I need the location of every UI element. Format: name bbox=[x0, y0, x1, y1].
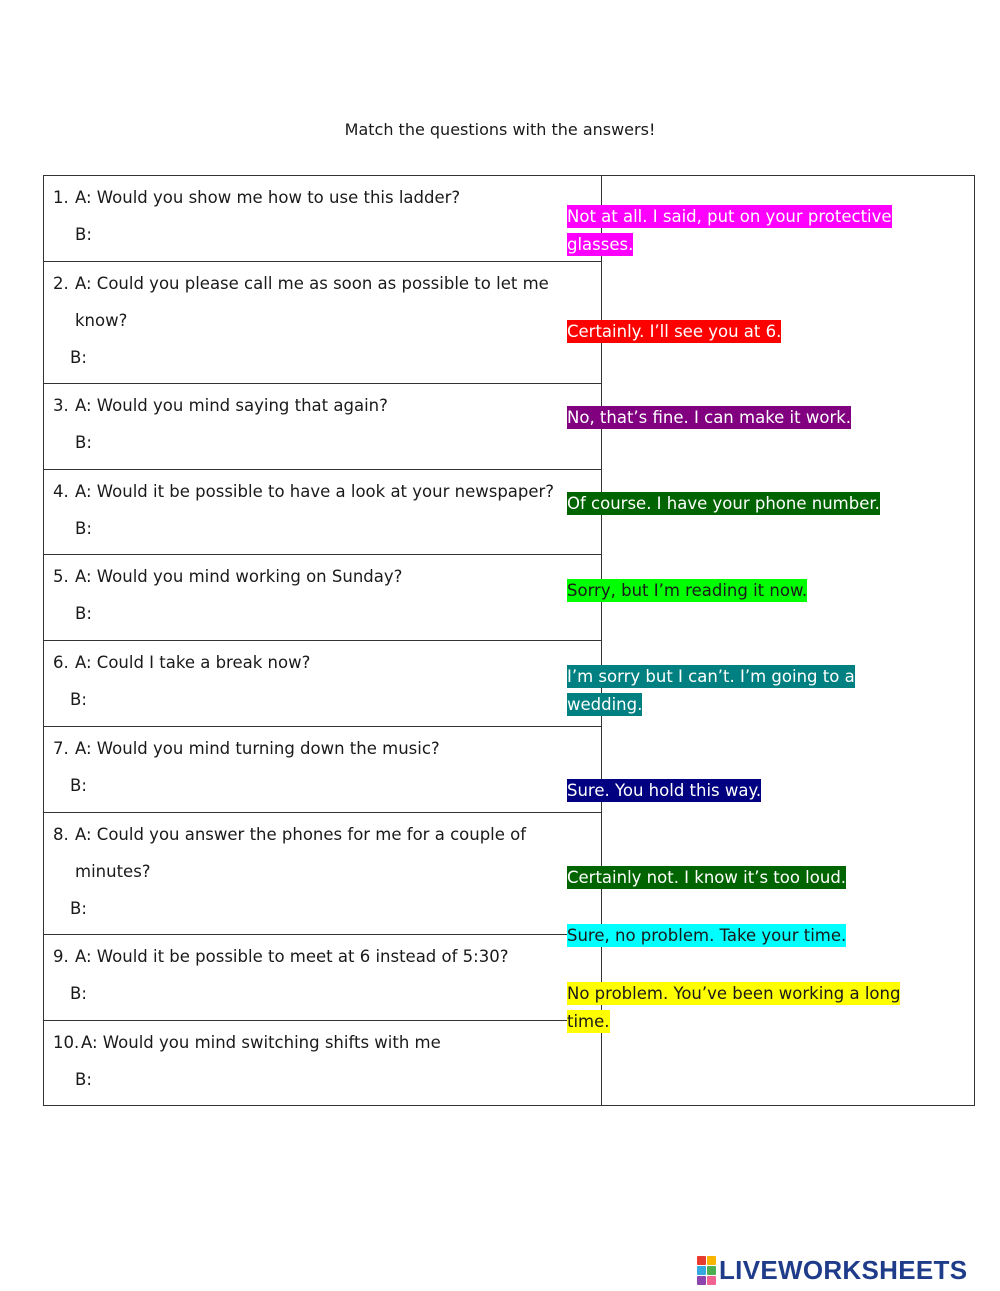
question-text: A: Would you mind saying that again? bbox=[75, 396, 388, 415]
logo-blocks-icon bbox=[697, 1256, 716, 1285]
question-row bbox=[44, 262, 601, 384]
question-number: 1. bbox=[53, 188, 69, 207]
question-number: 7. bbox=[53, 739, 69, 758]
answer-option[interactable] bbox=[567, 404, 907, 432]
answer-blank-label[interactable]: B: bbox=[75, 519, 92, 538]
answer-text: Not at all. I said, put on your protective bbox=[567, 207, 892, 226]
answer-blank-label[interactable]: B: bbox=[75, 1070, 92, 1089]
logo-block bbox=[697, 1256, 706, 1265]
answer-blank-label[interactable]: B: bbox=[70, 984, 87, 1003]
question-text: A: Could you answer the phones for me for a couple of bbox=[75, 825, 527, 844]
answer-option[interactable] bbox=[567, 203, 907, 259]
answer-text: Sure. You hold this way. bbox=[567, 781, 762, 800]
questions-column bbox=[44, 176, 602, 1105]
question-text: A: Would you mind switching shifts with me bbox=[81, 1033, 441, 1052]
question-text: A: Could I take a break now? bbox=[75, 653, 311, 672]
liveworksheets-logo bbox=[697, 1255, 967, 1286]
question-row bbox=[44, 641, 601, 727]
question-number: 3. bbox=[53, 396, 69, 415]
answer-text: glasses. bbox=[567, 235, 634, 254]
answer-blank-label[interactable]: B: bbox=[70, 348, 87, 367]
answer-option[interactable] bbox=[567, 980, 907, 1036]
answer-blank-label[interactable]: B: bbox=[70, 899, 87, 918]
question-row bbox=[44, 1021, 601, 1107]
worksheet-title: Match the questions with the answers! bbox=[344, 120, 656, 139]
answer-option[interactable] bbox=[567, 777, 907, 805]
answer-text: time. bbox=[567, 1012, 610, 1031]
answer-option[interactable] bbox=[567, 490, 907, 518]
question-row bbox=[44, 935, 601, 1021]
logo-text: LIVEWORKSHEETS bbox=[719, 1255, 968, 1285]
answer-option[interactable] bbox=[567, 663, 907, 719]
matching-table bbox=[43, 175, 975, 1106]
logo-block bbox=[707, 1276, 716, 1285]
question-number: 5. bbox=[53, 567, 69, 586]
question-row bbox=[44, 470, 601, 555]
logo-block bbox=[707, 1256, 716, 1265]
question-number: 9. bbox=[53, 947, 69, 966]
answer-text: No, that’s fine. I can make it work. bbox=[567, 408, 852, 427]
question-text: A: Would you mind working on Sunday? bbox=[75, 567, 403, 586]
answer-text: No problem. You’ve been working a long bbox=[567, 984, 901, 1003]
answer-blank-label[interactable]: B: bbox=[70, 690, 87, 709]
question-text: know? bbox=[75, 311, 128, 330]
answer-text: wedding. bbox=[567, 695, 643, 714]
answer-blank-label[interactable]: B: bbox=[75, 433, 92, 452]
question-text: minutes? bbox=[75, 862, 151, 881]
logo-block bbox=[707, 1266, 716, 1275]
question-number: 10. bbox=[53, 1033, 80, 1052]
answer-text: I’m sorry but I can’t. I’m going to a bbox=[567, 667, 855, 686]
answer-option[interactable] bbox=[567, 922, 907, 950]
logo-block bbox=[697, 1266, 706, 1275]
question-text: A: Would it be possible to have a look at your newspaper? bbox=[75, 482, 555, 501]
answer-option[interactable] bbox=[567, 318, 907, 346]
answer-text: Sure, no problem. Take your time. bbox=[567, 926, 847, 945]
question-row bbox=[44, 727, 601, 813]
answer-text: Sorry, but I’m reading it now. bbox=[567, 581, 808, 600]
question-text: A: Would it be possible to meet at 6 instead of 5:30? bbox=[75, 947, 509, 966]
question-number: 2. bbox=[53, 274, 69, 293]
answer-option[interactable] bbox=[567, 577, 907, 605]
answer-text: Of course. I have your phone number. bbox=[567, 494, 880, 513]
question-number: 6. bbox=[53, 653, 69, 672]
question-row bbox=[44, 176, 601, 262]
question-number: 8. bbox=[53, 825, 69, 844]
answer-blank-label[interactable]: B: bbox=[75, 604, 92, 623]
answer-text: Certainly not. I know it’s too loud. bbox=[567, 868, 847, 887]
answer-option[interactable] bbox=[567, 864, 907, 892]
answer-blank-label[interactable]: B: bbox=[75, 225, 92, 244]
question-row bbox=[44, 384, 601, 470]
logo-block bbox=[697, 1276, 706, 1285]
question-row bbox=[44, 813, 601, 935]
answer-blank-label[interactable]: B: bbox=[70, 776, 87, 795]
question-row bbox=[44, 555, 601, 641]
question-number: 4. bbox=[53, 482, 69, 501]
question-text: A: Could you please call me as soon as possible to let me bbox=[75, 274, 549, 293]
answer-text: Certainly. I’ll see you at 6. bbox=[567, 322, 782, 341]
question-text: A: Would you show me how to use this ladder? bbox=[75, 188, 461, 207]
question-text: A: Would you mind turning down the music? bbox=[75, 739, 440, 758]
